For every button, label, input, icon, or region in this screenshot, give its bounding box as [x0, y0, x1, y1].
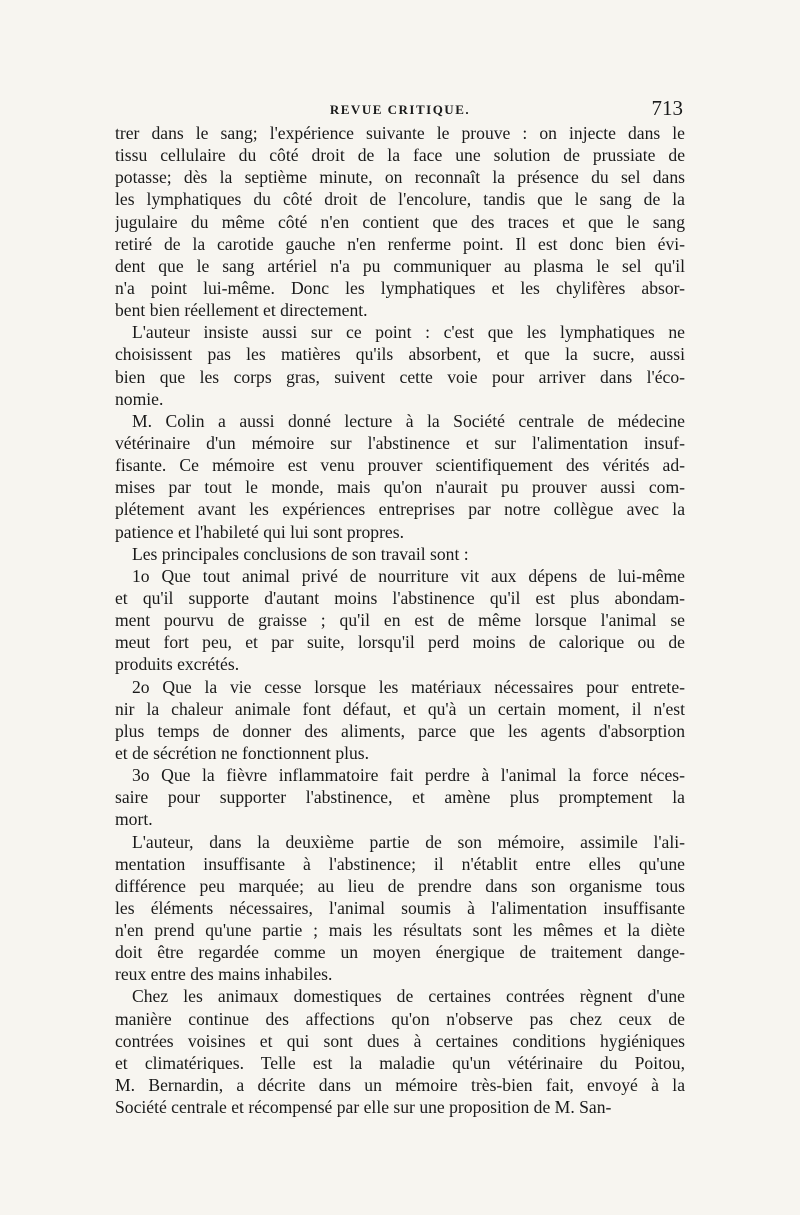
text-line: plus temps de donner des aliments, parce que les agents d'absorption	[115, 720, 685, 741]
body-text	[115, 122, 685, 1118]
text-line: n'a point lui-même. Donc les lymphatiques et les chylifères absor-	[115, 277, 685, 298]
text-line: plétement avant les expériences entreprises par notre collègue avec la	[115, 499, 685, 520]
text-line: 1o Que tout animal privé de nourriture vit aux dépens de lui-même	[132, 565, 685, 586]
text-line: et climatériques. Telle est la maladie qu'un vétérinaire du Poitou,	[115, 1052, 685, 1073]
text-line: bent bien réellement et directement.	[115, 300, 368, 321]
text-line: mentation insuffisante à l'abstinence; il n'établit entre elles qu'une	[115, 853, 685, 874]
paragraph	[115, 985, 685, 1118]
paragraph	[115, 543, 685, 565]
text-line: manière continue des affections qu'on n'observe pas chez ceux de	[115, 1008, 685, 1029]
running-title: REVUE CRITIQUE.	[329, 102, 471, 117]
text-line: bien que les corps gras, suivent cette voie pour arriver dans l'éco-	[115, 366, 685, 387]
text-line: les lymphatiques du côté droit de l'encolure, tandis que le sang de la	[115, 189, 685, 210]
text-line: mort.	[115, 809, 153, 830]
text-line: trer dans le sang; l'expérience suivante le prouve : on injecte dans le	[115, 123, 685, 143]
text-line: jugulaire du même côté n'en contient que des traces et que le sang	[115, 211, 685, 232]
text-line: Chez les animaux domestiques de certaines contrées règnent d'une	[132, 986, 685, 1007]
running-header	[115, 96, 685, 124]
text-line: différence peu marquée; au lieu de prendre dans son organisme tous	[115, 875, 685, 896]
text-line: n'en prend qu'une partie ; mais les résultats sont les mêmes et la diète	[115, 920, 685, 941]
text-line: choisissent pas les matières qu'ils absorbent, et que la sucre, aussi	[115, 344, 685, 365]
text-line: patience et l'habileté qui lui sont propres.	[115, 521, 404, 542]
text-line: mises par tout le monde, mais qu'on n'aurait pu prouver aussi com-	[115, 477, 685, 498]
text-line: nir la chaleur animale font défaut, et qu'à un certain moment, il n'est	[115, 698, 685, 719]
paragraph	[115, 565, 685, 676]
paragraph	[115, 410, 685, 543]
text-line: 3o Que la fièvre inflammatoire fait perdre à l'animal la force néces-	[132, 765, 685, 786]
text-line: ment pourvu de graisse ; qu'il en est de même lorsque l'animal se	[115, 610, 685, 631]
paragraph	[115, 764, 685, 830]
text-line: L'auteur insiste aussi sur ce point : c'est que les lymphatiques ne	[132, 322, 685, 343]
text-line: retiré de la carotide gauche n'en renferme point. Il est donc bien évi-	[115, 233, 685, 254]
paragraph	[115, 122, 685, 321]
paragraph	[115, 676, 685, 765]
paragraph	[115, 321, 685, 410]
text-line: M. Bernardin, a décrite dans un mémoire très-bien fait, envoyé à la	[115, 1075, 685, 1096]
text-line: Société centrale et récompensé par elle sur une proposition de M. San-	[115, 1097, 612, 1118]
text-line: nomie.	[115, 388, 164, 409]
text-line: les éléments nécessaires, l'animal soumis à l'alimentation insuffisante	[115, 897, 685, 918]
text-line: et qu'il supporte d'autant moins l'abstinence qu'il est plus abondam-	[115, 587, 685, 608]
text-line: dent que le sang artériel n'a pu communiquer au plasma le sel qu'il	[115, 255, 685, 276]
text-line: meut fort peu, et par suite, lorsqu'il perd moins de calorique ou de	[115, 632, 685, 653]
text-line: et de sécrétion ne fonctionnent plus.	[115, 742, 370, 763]
text-line: reux entre des mains inhabiles.	[115, 964, 333, 985]
text-line: doit être regardée comme un moyen énergique de traitement dange-	[115, 942, 685, 963]
page-number: 713	[651, 96, 683, 120]
text-line: saire pour supporter l'abstinence, et amène plus promptement la	[115, 787, 685, 808]
text-line: potasse; dès la septième minute, on reconnaît la présence du sel dans	[115, 167, 685, 188]
text-line: tissu cellulaire du côté droit de la face une solution de prussiate de	[115, 145, 685, 166]
text-line: M. Colin a aussi donné lecture à la Société centrale de médecine	[132, 410, 685, 431]
paragraph	[115, 831, 685, 986]
text-line: contrées voisines et qui sont dues à certaines conditions hygiéniques	[115, 1030, 685, 1051]
text-line: L'auteur, dans la deuxième partie de son mémoire, assimile l'ali-	[132, 831, 685, 852]
text-line: 2o Que la vie cesse lorsque les matériaux nécessaires pour entrete-	[132, 676, 685, 697]
text-line: Les principales conclusions de son travail sont :	[132, 543, 469, 564]
text-line: vétérinaire d'un mémoire sur l'abstinence et sur l'alimentation insuf-	[115, 432, 685, 453]
text-line: fisante. Ce mémoire est venu prouver scientifiquement des vérités ad-	[115, 455, 685, 476]
text-line: produits excrétés.	[115, 654, 240, 675]
